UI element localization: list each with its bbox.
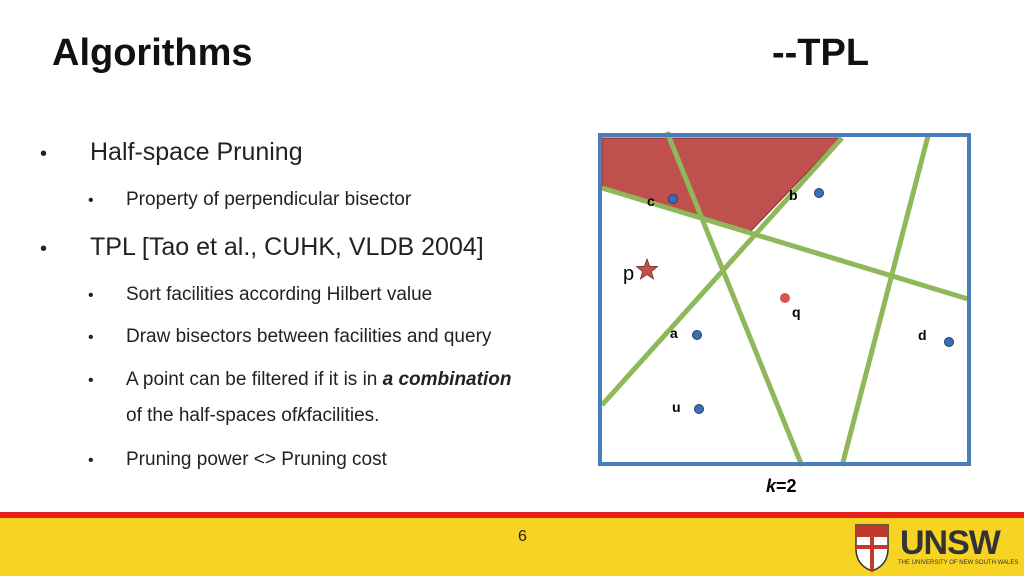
bullet-marker: •: [88, 372, 94, 389]
label-u: u: [672, 399, 681, 415]
bullet-marker: •: [40, 238, 48, 260]
k-label-value: =2: [776, 476, 797, 496]
bullet-item: [88, 449, 387, 471]
k-label-k: k: [766, 476, 777, 496]
facility-point-u: [695, 405, 704, 414]
bullet-marker: •: [88, 287, 94, 304]
facility-point-d: [945, 338, 954, 347]
slide-title: Algorithms: [52, 32, 253, 74]
bullet-emphasis: a combination: [382, 369, 512, 390]
bullet-text: A point can be filtered if it is in: [126, 369, 383, 390]
bullet-text: Half-space Pruning: [90, 138, 303, 166]
bullet-text: TPL [Tao et al., CUHK, VLDB 2004]: [90, 233, 484, 261]
bullet-continuation: [126, 405, 379, 427]
bullet-text: Sort facilities according Hilbert value: [126, 284, 433, 305]
bullet-marker: •: [88, 329, 94, 346]
bullet-item: [88, 189, 411, 211]
label-c: c: [647, 193, 655, 209]
bullet-text: Property of perpendicular bisector: [126, 189, 412, 210]
bullet-item: [40, 138, 303, 167]
bullet-marker: •: [88, 452, 94, 469]
bullet-k: k: [297, 405, 307, 426]
bullet-item: [88, 369, 511, 391]
label-b: b: [789, 187, 798, 203]
label-q: q: [792, 304, 801, 320]
k-label: [766, 476, 797, 496]
facility-point-c: [669, 195, 678, 204]
bullet-text: Draw bisectors between facilities and query: [126, 326, 492, 347]
bullet-text: Pruning power <> Pruning cost: [126, 449, 387, 470]
bullet-item: [40, 233, 484, 262]
bullet-text: of the half-spaces of: [126, 405, 298, 426]
unsw-logo-subtext: THE UNIVERSITY OF NEW SOUTH WALES: [898, 560, 1019, 566]
label-d: d: [918, 327, 927, 343]
bullet-text: facilities.: [306, 405, 380, 426]
label-p: p: [623, 263, 635, 285]
unsw-logo-text: UNSW: [900, 524, 1000, 562]
facility-point-a: [693, 331, 702, 340]
bullet-marker: •: [40, 143, 48, 165]
bullet-item: [88, 284, 432, 306]
half-space-pruning-diagram: [590, 128, 990, 500]
facility-point-b: [815, 189, 824, 198]
query-point-q: [780, 293, 790, 303]
slide-title-suffix: --TPL: [772, 32, 870, 74]
bullet-marker: •: [88, 192, 94, 209]
page-number: 6: [518, 528, 527, 545]
bullet-item: [88, 326, 491, 348]
label-a: a: [670, 325, 678, 341]
